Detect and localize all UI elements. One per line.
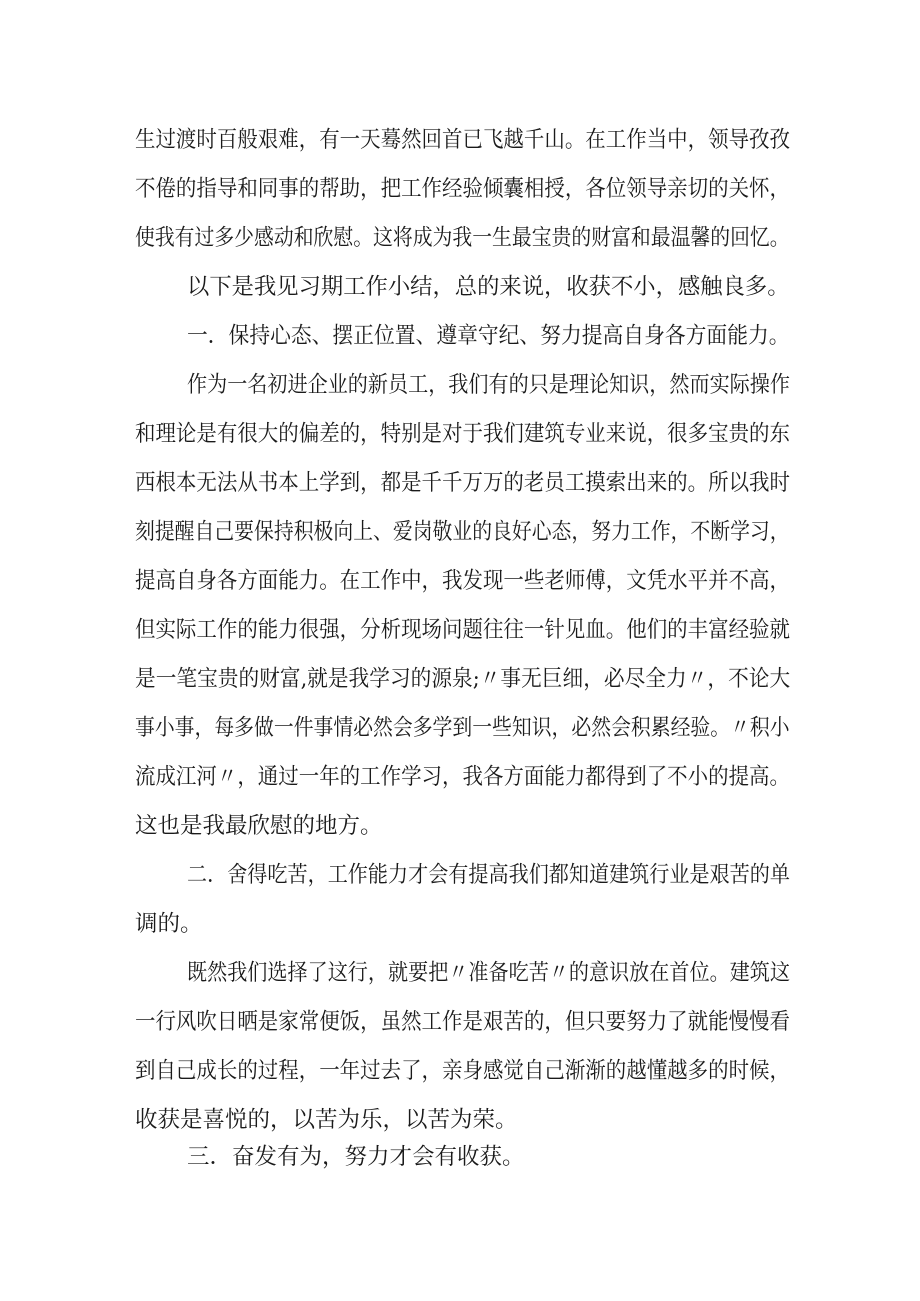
line-text: 是一笔宝贵的财富,就是我学习的源泉;〃事无巨细，必尽全力〃，不论大 xyxy=(135,666,791,692)
paragraph-line xyxy=(0,664,920,694)
line-text: 这也是我最欣慰的地方。 xyxy=(135,813,383,839)
line-text: 一行风吹日晒是家常便饭，虽然工作是艰苦的，但只要努力了就能慢慢看 xyxy=(135,1009,790,1035)
paragraph-line xyxy=(0,174,920,204)
section-heading xyxy=(0,860,920,890)
paragraph-line xyxy=(0,419,920,449)
paragraph-line xyxy=(0,713,920,743)
paragraph-line xyxy=(0,566,920,596)
paragraph-line xyxy=(0,762,920,792)
paragraph-line xyxy=(0,1007,920,1037)
line-text: 使我有过多少感动和欣慰。这将成为我一生最宝贵的财富和最温馨的回忆。 xyxy=(135,225,790,251)
paragraph-line xyxy=(0,272,920,302)
line-text: 以下是我见习期工作小结，总的来说，收获不小，感触良多。 xyxy=(187,274,790,300)
line-text: 但实际工作的能力很强，分析现场问题往往一针见血。他们的丰富经验就 xyxy=(135,617,790,643)
line-text: 作为一名初进企业的新员工，我们有的只是理论知识，然而实际操作 xyxy=(187,372,790,398)
paragraph-line xyxy=(0,1105,920,1135)
paragraph-line xyxy=(0,615,920,645)
line-text: 不倦的指导和同事的帮助，把工作经验倾囊相授，各位领导亲切的关怀， xyxy=(135,176,790,202)
line-text: 流成江河〃，通过一年的工作学习，我各方面能力都得到了不小的提高。 xyxy=(135,764,790,790)
paragraph-line xyxy=(0,125,920,155)
line-text: 事小事，每多做一件事情必然会多学到一些知识，必然会积累经验。〃积小 xyxy=(135,715,790,741)
paragraph-line xyxy=(0,223,920,253)
section-heading xyxy=(0,909,920,939)
line-text: 西根本无法从书本上学到，都是千千万万的老员工摸索出来的。所以我时 xyxy=(135,470,790,496)
line-text: 收获是喜悦的，以苦为乐，以苦为荣。 xyxy=(135,1107,518,1133)
paragraph-line xyxy=(0,517,920,547)
paragraph-line xyxy=(0,811,920,841)
heading-text: 调的。 xyxy=(135,911,203,937)
line-text: 提高自身各方面能力。在工作中，我发现一些老师傅，文凭水平并不高， xyxy=(135,568,790,594)
paragraph-line xyxy=(0,1056,920,1086)
line-text: 既然我们选择了这行，就要把〃准备吃苦〃的意识放在首位。建筑这 xyxy=(187,960,790,986)
line-text: 生过渡时百般艰难，有一天蓦然回首已飞越千山。在工作当中，领导孜孜 xyxy=(135,127,790,153)
section-heading xyxy=(0,1142,920,1172)
heading-text: 一．保持心态、摆正位置、遵章守纪、努力提高自身各方面能力。 xyxy=(187,323,790,349)
paragraph-line xyxy=(0,468,920,498)
heading-text: 三．奋发有为，努力才会有收获。 xyxy=(187,1144,525,1170)
paragraph-line xyxy=(0,370,920,400)
section-heading xyxy=(0,321,920,351)
heading-text: 二．舍得吃苦，工作能力才会有提高我们都知道建筑行业是艰苦的单 xyxy=(187,862,790,888)
paragraph-line xyxy=(0,958,920,988)
line-text: 和理论是有很大的偏差的，特别是对于我们建筑专业来说，很多宝贵的东 xyxy=(135,421,790,447)
line-text: 到自己成长的过程，一年过去了，亲身感觉自己渐渐的越懂越多的时候， xyxy=(135,1058,790,1084)
line-text: 刻提醒自己要保持积极向上、爱岗敬业的良好心态，努力工作，不断学习， xyxy=(135,519,790,545)
